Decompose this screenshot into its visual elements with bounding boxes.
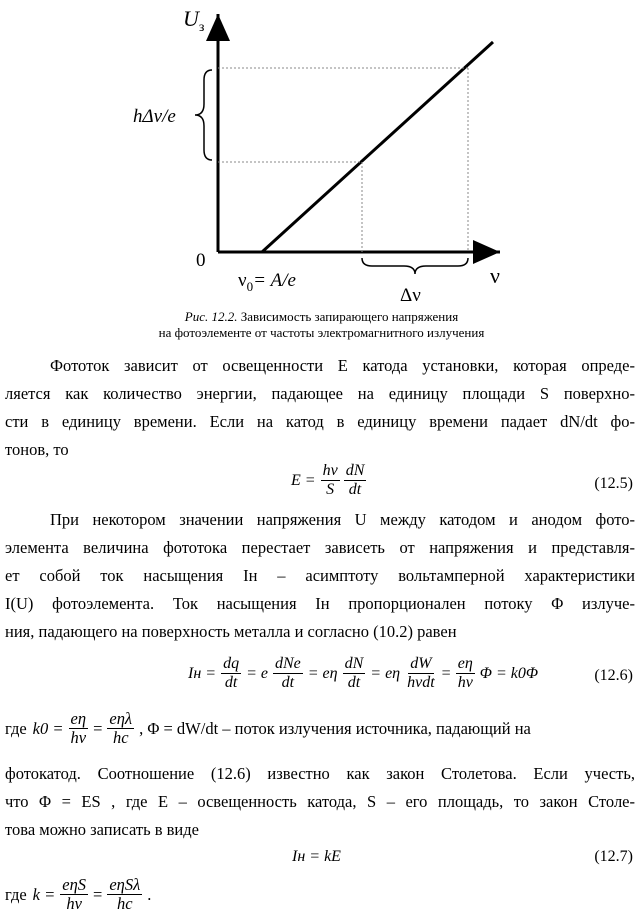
para-3-line-4: това можно записать в виде [5,820,199,839]
para-1-line-3: сти в единицу времени. Если на катод в единицу времени падает dN/dt фо- [5,412,635,431]
figure-caption: Рис. 12.2. Зависимость запирающего напряжения на фотоэлементе от частоты электромагнитного излучения [158,309,485,340]
data-line [262,42,493,252]
equation-12-6: Iн = $\frac{dq}{dt}$ = e $\frac{\text{dNe}}{dt}$ = eη $\frac{dN}{dt}$ = eη $\frac{dW}{\text{hνdt}}$ = $\frac{e\eta}{h\nu}$ Φ = k0Φ [188,655,539,691]
equation-12-7: Iн = kE [292,848,341,865]
equation-number-12-5: (12.5) [594,475,633,492]
para-2-line-1: При некотором значении напряжения U между катодом и анодом фото- [50,510,635,529]
delta-nu-label: Δν [400,285,421,306]
para-1-line-4: тонов, то [5,440,69,459]
para-3-line-3: что Φ = ES , где E – освещенность катода, S – его площадь, то закон Столе- [5,792,635,811]
para-1-line-1: Фототок зависит от освещенности E катода установки, которая опреде- [50,356,635,375]
para-2-line-5: ния, падающего на поверхность металла и согласно (10.2) равен [5,622,457,641]
para-2-line-4: I(U) фотоэлемента. Ток насыщения Iн пропорционален потоку Φ излуче- [5,594,635,613]
para-2-line-2: элемента величина фототока перестает зависеть от напряжения и представля- [5,538,635,557]
equation-number-12-7: (12.7) [594,848,633,865]
equation-12-5: E = $\frac{h\nu}{S}$ $\frac{dN}{dt}$ [291,462,365,498]
nu0-label: $\nu_0= A/e$ [238,270,296,294]
y-axis-label: $U_з$ [183,6,205,35]
figure [0,0,643,320]
para-3-line-1: где k0 = $\frac{e\eta}{h\nu}$ = $\frac{\text{eηλ}}{hc}$ , Φ = dW/dt – поток излучения источника, падающий на [5,709,531,747]
left-brace [195,70,212,160]
h-delta-label: hΔν/e [133,106,176,127]
para-1-line-2: ляется как количество энергии, падающее на единицу площади S поверхно- [5,384,635,403]
para-4-line-1: где k = $\frac{\text{eηS}}{h\nu}$ = $\frac{\text{eηSλ}}{hc}$ . [5,875,152,913]
equation-number-12-6: (12.6) [594,667,633,684]
para-2-line-3: ет собой ток насыщения Iн – асимптоту вольтамперной характеристики [5,566,635,585]
origin-label: 0 [196,250,206,271]
para-3-line-2: фотокатод. Соотношение (12.6) известно как закон Столетова. Если учесть, [5,764,635,783]
x-axis-label: ν [490,263,500,288]
bottom-brace [362,258,468,274]
